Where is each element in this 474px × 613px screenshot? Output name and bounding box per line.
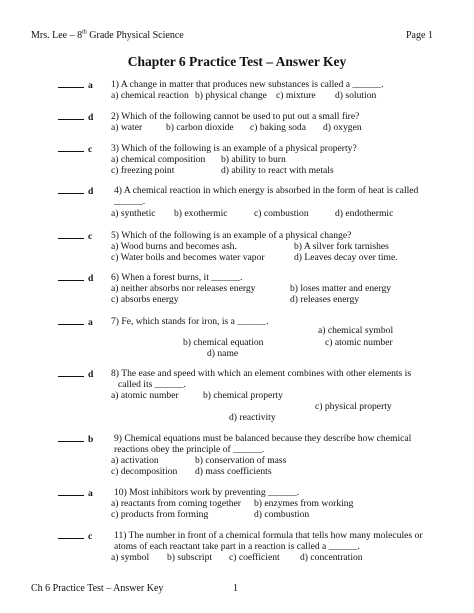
choice-b: b) conservation of mass [195,455,287,466]
answer-blank-10 [58,487,93,499]
choice-a: a) reactants from coming together [111,498,241,509]
question-text: 7) Fe, which stands for iron, is a ______. [111,316,269,327]
blank-line [58,530,84,539]
choice-d: d) ability to react with metals [221,165,334,176]
footer-title: Ch 6 Practice Test – Answer Key [31,583,164,594]
choice-c: c) Water boils and becomes water vapor [111,252,265,263]
question-text: 1) A change in matter that produces new substances is called a ______. [111,79,384,90]
choice-b: b) loses matter and energy [290,283,392,294]
answer-letter: c [88,231,93,242]
question-text-cont: atoms of each reactant take part in a reaction is called a ______. [114,541,360,552]
choice-a: a) Wood burns and becomes ash. [111,241,237,252]
choice-d: d) oxygen [323,122,362,133]
question-text-cont: ______. [114,196,146,207]
choice-d: d) solution [335,90,377,101]
choice-c: c) decomposition [111,466,178,477]
question-text: 9) Chemical equations must be balanced because they describe how chemical [114,433,412,444]
question-text-cont: reactions obey the principle of ______. [114,444,265,455]
answer-letter: a [88,80,93,91]
answer-letter: d [88,112,94,123]
choice-b: b) subscript [167,552,213,563]
page-title: Chapter 6 Practice Test – Answer Key [127,54,347,69]
choice-c: c) baking soda [250,122,306,133]
choice-d: d) concentration [300,552,363,563]
choice-c: c) absorbs energy [111,294,179,305]
answer-blank-11 [58,530,92,542]
choice-a: a) chemical reaction [111,90,189,101]
choice-b: b) chemical equation [183,337,264,348]
choice-a: a) water [111,122,143,133]
choice-a: a) chemical composition [111,154,206,165]
blank-line [58,368,84,377]
question-text-cont: called its ______. [118,379,186,390]
choice-d: d) Leaves decay over time. [294,252,398,263]
choice-a: a) atomic number [111,390,179,401]
answer-blank-9 [58,433,93,445]
answer-letter: a [88,317,93,328]
choice-d: d) endothermic [335,208,394,219]
question-text: 5) Which of the following is an example of a physical change? [111,230,352,241]
question-text: 10) Most inhibitors work by preventing ______. [114,487,300,498]
answer-letter: a [88,488,93,499]
choice-a: a) synthetic [111,208,156,219]
answer-letter: b [88,434,94,445]
grade-superscript: th [82,29,87,36]
choice-c: c) atomic number [325,337,393,348]
choice-d: d) releases energy [290,294,360,305]
choice-c: c) combustion [254,208,309,219]
teacher-header-text-2: Grade Physical Science [86,30,184,41]
choice-a: a) symbol [111,552,150,563]
blank-line [58,230,84,239]
answer-blank-7 [58,316,93,328]
choice-b: b) exothermic [174,208,228,219]
choice-b: b) A silver fork tarnishes [294,241,389,252]
answer-blank-3 [58,143,92,155]
choice-a: a) activation [111,455,159,466]
answer-blank-6 [58,272,93,284]
answer-blank-1 [58,79,93,91]
choice-c: c) physical property [315,401,392,412]
answer-letter: d [88,186,94,197]
choice-b: b) enzymes from working [254,498,354,509]
question-text: 8) The ease and speed with which an element combines with other elements is [111,368,412,379]
teacher-header-text: Mrs. Lee – 8 [31,30,83,41]
answer-letter: d [88,273,94,284]
choice-d: d) combustion [254,509,310,520]
footer-page-number: 1 [233,583,238,594]
choice-d: d) name [207,348,239,359]
page-number-header: Page 1 [406,30,433,41]
choice-c: c) freezing point [111,165,175,176]
choice-b: b) carbon dioxide [166,122,234,133]
choice-b: b) ability to burn [221,154,286,165]
question-text: 4) A chemical reaction in which energy is absorbed in the form of heat is called [114,185,419,196]
answer-blank-8 [58,368,93,380]
blank-line [58,487,84,496]
question-text: 3) Which of the following is an example of a physical property? [111,143,357,154]
choice-c: c) products from forming [111,509,209,520]
choice-c: c) mixture [276,90,316,101]
choice-b: b) physical change [195,90,267,101]
blank-line [58,316,84,325]
choice-a: a) chemical symbol [318,325,394,336]
teacher-header [31,30,184,41]
blank-line [58,79,84,88]
answer-letter: c [88,144,93,155]
choice-c: c) coefficient [229,552,280,563]
blank-line [58,433,84,442]
choice-a: a) neither absorbs nor releases energy [111,283,256,294]
answer-letter: d [88,369,94,380]
choice-b: b) chemical property [203,390,283,401]
question-text: 11) The number in front of a chemical formula that tells how many molecules or [114,530,423,541]
choice-d: d) mass coefficients [195,466,272,477]
answer-letter: c [88,531,93,542]
answer-blank-5 [58,230,92,242]
blank-line [58,111,84,120]
blank-line [58,143,84,152]
answer-blank-4 [58,185,93,197]
question-text: 6) When a forest burns, it ______. [111,272,243,283]
choice-d: d) reactivity [229,412,276,423]
blank-line [58,185,84,194]
blank-line [58,272,84,281]
question-text: 2) Which of the following cannot be used to put out a small fire? [111,111,360,122]
answer-blank-2 [58,111,93,123]
